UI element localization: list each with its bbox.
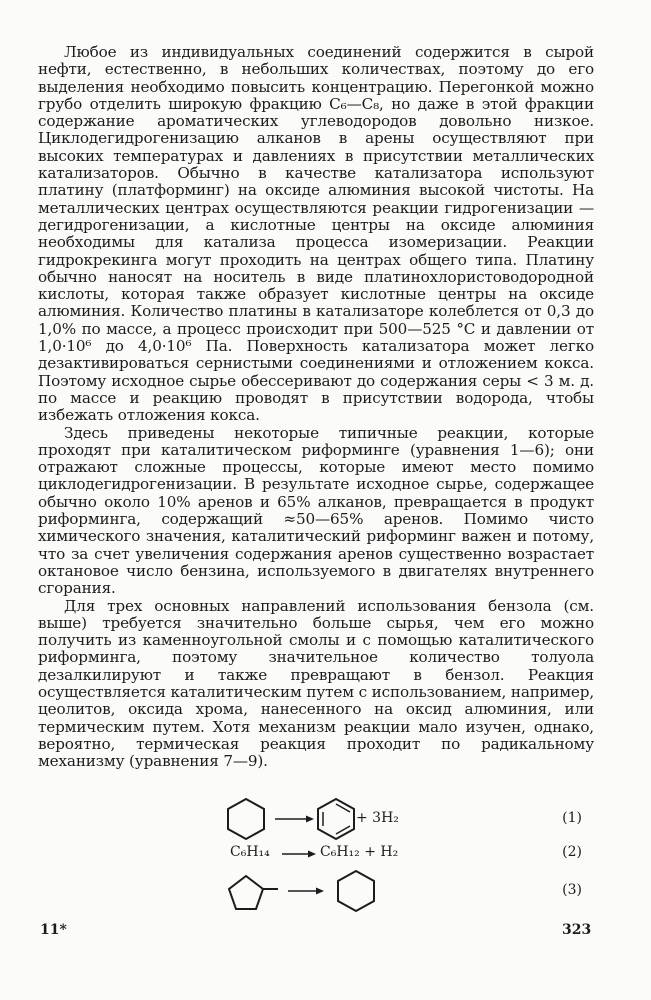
paragraph-1: Любое из индивидуальных соединений содержится в сырой нефти, естественно, в небольших количествах, поэтому до его выделения необходимо повысить концентрацию. Перегонкой можно грубо отделить широкую фракцию C₆—C₈, но даже в этой фракции содержание ароматических углеводородов довольно низкое. Циклодегидрогенизацию алканов в арены осуществляют при высоких температурах и давлениях в присутствии металлических катализаторов. Обычно в качестве катализатора используют платину (платформинг) на оксиде алюминия высокой чистоты. На металлических центрах осуществляются реакции гидрогенизации — дегидрогенизации, а кислотные центры на оксиде алюминия необходимы для катализа процесса изомеризации. Реакции гидрокрекинга могут проходить на центрах общего типа. Платину обычно наносят на носитель в виде платинохлористоводородной кислоты, которая также образует кислотные центры на оксиде алюминия. Количество платины в катализаторе колеблется от 0,3 до 1,0% по массе, а процесс происходит при 500—525 °C и давлении от 1,0·10⁶ до 4,0·10⁶ Па. Поверхность катализатора может легко дезактивироваться сернистыми соединениями и отложением кокса. Поэтому исходное сырье обессеривают до содержания серы < 3 м. д. по массе и реакцию проводят в присутствии водорода, чтобы избежать отложения кокса. — [38, 43, 594, 425]
cyclohexane-ring — [338, 871, 374, 911]
equation-1 — [38, 796, 594, 846]
equation-3-number: (3) — [562, 882, 582, 898]
text-body — [38, 44, 594, 770]
equation-1-product-extra: + 3H₂ — [356, 810, 399, 826]
cyclopentane-ring — [229, 876, 263, 909]
equation-2-reactant: C₆H₁₄ — [230, 844, 270, 860]
equation-3 — [38, 868, 594, 918]
equation-2 — [38, 842, 594, 866]
paragraph-3: Для трех основных направлений использования бензола (см. выше) требуется значительно больше сырья, чем его можно получить из каменноугольной смолы и с помощью каталитического риформинга, поэтому значительное количество толуола дезалкилируют и также превращают в бензол. Реакция осуществляется каталитическим путем с использованием, например, цеолитов, оксида хрома, нанесенного на оксид алюминия, или термическим путем. Хотя механизм реакции мало изучен, однако, вероятно, термическая реакция проходит по радикальному механизму (уравнения 7—9). — [38, 596, 594, 771]
page-number: 323 — [562, 922, 592, 938]
equation-1-number: (1) — [562, 810, 582, 826]
paragraph-2: Здесь приведены некоторые типичные реакции, которые проходят при каталитическом риформинге (уравнения 1—6); они отражают сложные процессы, которые имеют место помимо циклодегидрогенизации. В результате исходное сырье, содержащее обычно около 10% аренов и 65% алканов, превращается в продукт риформинга, содержащий ≈50—65% аренов. Помимо чисто химического значения, каталитический риформинг важен и потому, что за счет увеличения содержания аренов существенно возрастает октановое число бензина, используемого в двигателях внутреннего сгорания. — [38, 423, 594, 598]
equation-3-structures — [38, 868, 594, 918]
equation-2-arrow — [38, 842, 594, 866]
arrow-head — [306, 816, 314, 823]
equation-1-structures — [38, 796, 594, 846]
cyclohexane-ring — [228, 799, 264, 839]
equation-2-product: C₆H₁₂ + H₂ — [320, 844, 399, 860]
arrow-head — [316, 888, 324, 895]
signature-mark: 11* — [40, 922, 67, 938]
equation-2-number: (2) — [562, 844, 582, 860]
